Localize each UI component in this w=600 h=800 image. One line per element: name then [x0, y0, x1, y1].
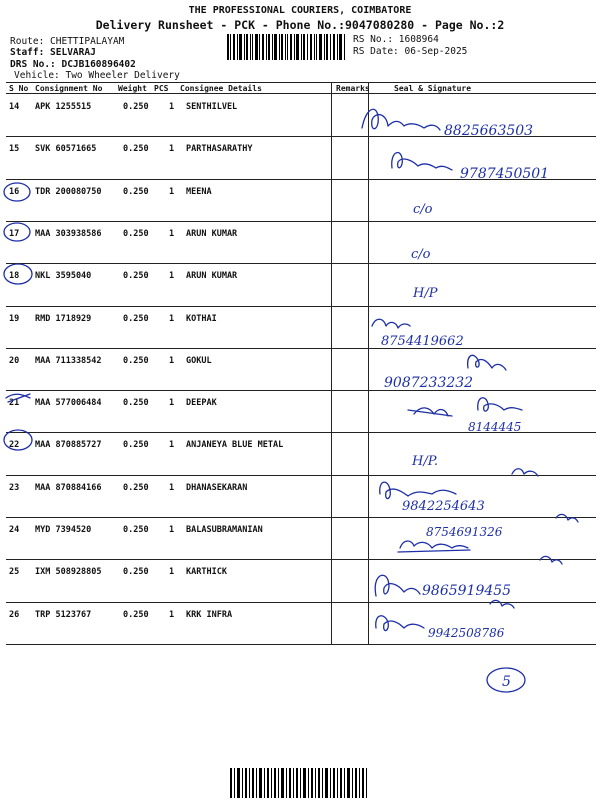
- handwritten-note: H/P.: [412, 454, 438, 469]
- col-consignee: Consignee Details: [180, 84, 262, 93]
- row-pcs: 1: [169, 609, 175, 620]
- row-consignee: MEENA: [186, 186, 212, 197]
- page-circle-number: 5: [502, 674, 511, 690]
- row-sno: 14: [9, 102, 20, 112]
- row-pcs: 1: [169, 482, 175, 493]
- row-sno: 22: [9, 440, 20, 451]
- row-pcs: 1: [169, 186, 175, 197]
- row-weight: 0.250: [123, 313, 149, 324]
- handwritten-phone: 8754419662: [381, 334, 464, 349]
- handwritten-phone: 9842254643: [402, 499, 485, 514]
- handwritten-phone: 8144445: [468, 420, 522, 434]
- row-weight: 0.250: [123, 102, 149, 112]
- signature-scribble: [380, 482, 456, 498]
- row-consignment-no: SVK 60571665: [35, 144, 97, 155]
- row-consignee: KOTHAI: [186, 313, 217, 324]
- row-sno: 16: [9, 186, 20, 197]
- row-consignee: DEEPAK: [186, 398, 217, 409]
- col-weight: Weight: [118, 84, 147, 93]
- row-weight: 0.250: [123, 398, 149, 409]
- handwritten-mark: [540, 556, 562, 564]
- row-pcs: 1: [169, 102, 175, 112]
- handwritten-phone: 8825663503: [444, 123, 534, 139]
- col-remarks: Remarks: [336, 84, 370, 93]
- row-consignee: ANJANEYA BLUE METAL: [186, 440, 284, 451]
- col-pcs: PCS: [154, 84, 169, 93]
- row-divider: [6, 644, 596, 645]
- row-consignment-no: MAA 577006484: [35, 398, 102, 409]
- handwritten-phone: 9865919455: [422, 583, 512, 599]
- row-weight: 0.250: [123, 355, 149, 366]
- row-consignee: DHANASEKARAN: [186, 482, 248, 493]
- row-sno: 15: [9, 144, 20, 155]
- row-consignee: ARUN KUMAR: [186, 271, 238, 282]
- row-consignee: GOKUL: [186, 355, 212, 366]
- row-divider: [6, 432, 596, 433]
- row-consignment-no: RMD 1718929: [35, 313, 92, 324]
- row-sno: 24: [9, 525, 20, 535]
- row-sno: 19: [9, 313, 20, 324]
- row-consignment-no: APK 1255515: [35, 102, 92, 112]
- row-sno: 20: [9, 355, 20, 366]
- row-pcs: 1: [169, 228, 175, 239]
- row-weight: 0.250: [123, 482, 149, 493]
- row-divider: [6, 221, 596, 222]
- row-consignment-no: TRP 5123767: [35, 609, 92, 620]
- rs-number: RS No.: 1608964: [353, 34, 439, 45]
- row-sno: 21: [9, 398, 20, 409]
- handwritten-phone: 9087233232: [384, 375, 474, 391]
- signature-scribble: [468, 355, 506, 370]
- handwritten-note: H/P: [413, 286, 438, 301]
- row-pcs: 1: [169, 271, 175, 282]
- row-pcs: 1: [169, 355, 175, 366]
- row-pcs: 1: [169, 398, 175, 409]
- row-weight: 0.250: [123, 186, 149, 197]
- row-pcs: 1: [169, 525, 175, 535]
- row-consignee: ARUN KUMAR: [186, 228, 238, 239]
- row-sno: 18: [9, 271, 20, 282]
- row-sno: 23: [9, 482, 20, 493]
- signature-scribble: [375, 575, 420, 596]
- vehicle-label: Vehicle: Two Wheeler Delivery: [14, 70, 180, 81]
- header-bottom-rule: [6, 93, 596, 94]
- handwritten-mark: [556, 514, 578, 522]
- row-consignment-no: TDR 200080750: [35, 186, 102, 197]
- row-weight: 0.250: [123, 144, 149, 155]
- row-weight: 0.250: [123, 440, 149, 451]
- row-sno: 17: [9, 228, 20, 239]
- page-circle: [487, 668, 525, 692]
- struck-writing: [408, 408, 452, 416]
- footer-barcode-icon: [230, 768, 370, 798]
- route-label: Route: CHETTIPALAYAM: [10, 36, 125, 47]
- row-weight: 0.250: [123, 525, 149, 535]
- row-divider: [6, 390, 596, 391]
- row-consignment-no: MAA 870884166: [35, 482, 102, 493]
- handwritten-note: c/o: [411, 247, 431, 262]
- row-divider: [6, 136, 596, 137]
- row-consignment-no: MYD 7394520: [35, 525, 92, 535]
- col-signature: Seal & Signature: [394, 84, 472, 93]
- row-consignee: KRK INFRA: [186, 609, 233, 620]
- signature-scribble: [376, 616, 424, 631]
- row-consignee: KARTHICK: [186, 567, 227, 578]
- rs-date: RS Date: 06-Sep-2025: [353, 46, 468, 57]
- row-consignee: BALASUBRAMANIAN: [186, 525, 263, 535]
- row-consignment-no: IXM 508928805: [35, 567, 102, 578]
- row-consignee: SENTHILVEL: [186, 102, 238, 112]
- row-divider: [6, 517, 596, 518]
- row-divider: [6, 179, 596, 180]
- row-divider: [6, 306, 596, 307]
- row-divider: [6, 602, 596, 603]
- signature-scribble: [478, 398, 522, 411]
- handwritten-phone: 9942508786: [428, 626, 505, 640]
- row-divider: [6, 559, 596, 560]
- handwritten-phone: 9787450501: [460, 166, 550, 182]
- row-weight: 0.250: [123, 567, 149, 578]
- col-sno: S No: [9, 84, 29, 93]
- row-consignment-no: MAA 870885727: [35, 440, 102, 451]
- row-weight: 0.250: [123, 609, 149, 620]
- row-divider: [6, 263, 596, 264]
- row-pcs: 1: [169, 440, 175, 451]
- row-consignment-no: MAA 711338542: [35, 355, 102, 366]
- runsheet-subtitle: Delivery Runsheet - PCK - Phone No.:9047080280 - Page No.:2: [95, 18, 505, 32]
- signature-scribble: [362, 109, 440, 130]
- row-divider: [6, 475, 596, 476]
- staff-label: Staff: SELVARAJ: [10, 47, 96, 58]
- row-weight: 0.250: [123, 271, 149, 282]
- row-consignee: PARTHASARATHY: [186, 144, 253, 155]
- row-pcs: 1: [169, 144, 175, 155]
- drs-number: DRS No.: DCJB160896402: [10, 59, 136, 70]
- barcode-icon: [227, 34, 347, 60]
- row-pcs: 1: [169, 313, 175, 324]
- row-consignment-no: MAA 303938586: [35, 228, 102, 239]
- row-weight: 0.250: [123, 228, 149, 239]
- signature-scribble: [398, 541, 470, 552]
- row-divider: [6, 348, 596, 349]
- company-title: THE PROFESSIONAL COURIERS, COIMBATORE: [188, 5, 412, 16]
- handwritten-phone: 8754691326: [426, 525, 503, 539]
- signature-scribble: [372, 319, 410, 328]
- row-pcs: 1: [169, 567, 175, 578]
- col-consignment: Consignment No: [35, 84, 103, 93]
- row-sno: 25: [9, 567, 20, 578]
- table-top-rule: [6, 82, 596, 83]
- handwritten-note: c/o: [413, 202, 433, 217]
- signature-scribble: [392, 153, 452, 170]
- row-sno: 26: [9, 609, 20, 620]
- row-consignment-no: NKL 3595040: [35, 271, 92, 282]
